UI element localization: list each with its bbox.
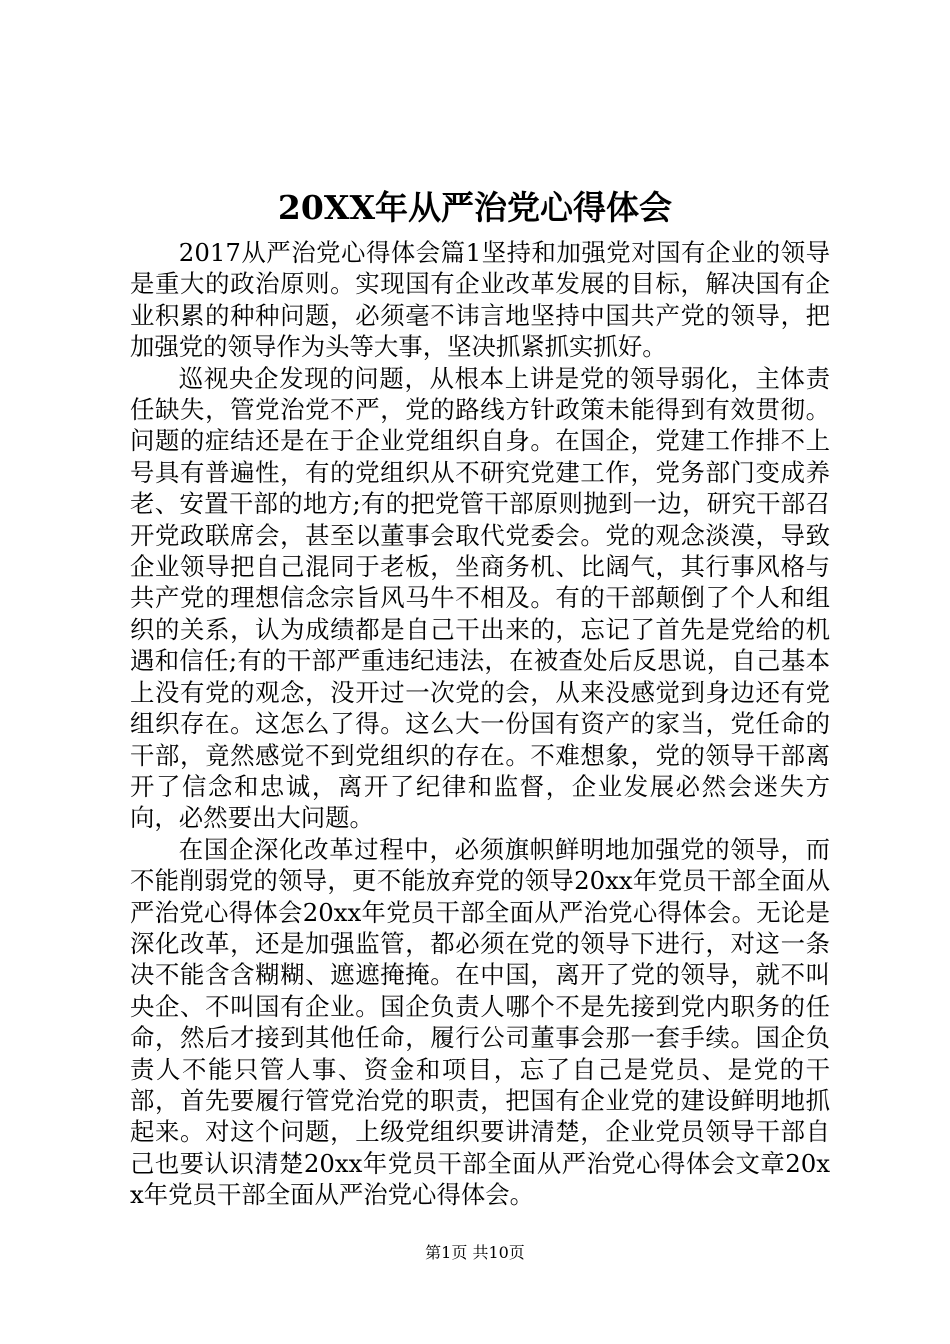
document-title: 20XX年从严治党心得体会 (277, 188, 673, 227)
page-footer: 第1页 共10页 (425, 1243, 525, 1262)
paragraph-3: 在国企深化改革过程中，必须旗帜鲜明地加强党的领导，而不能削弱党的领导，更不能放弃党的领导20xx年党员干部全面从严治党心得体会20xx年党员干部全面从严治党心得体会。无论是深化改革，还是加强监管，都必须在党的领导下进行，对这一条决不能含含糊糊、遮遮掩掩。在中国，离开了党的领导，就不叫央企、不叫国有企业。国企负责人哪个不是先接到党内职务的任命，然后才接到其他任命，履行公司董事会那一套手续。国企负责人不能只管人事、资金和项目，忘了自己是党员、是党的干部，首先要履行管党治党的职责，把国有企业党的建设鲜明地抓起来。对这个问题，上级党组织要讲清楚，企业党员领导干部自己也要认识清楚20xx年党员干部全面从严治党心得体会文章20xx年党员干部全面从严治党心得体会。 (130, 834, 830, 1210)
paragraph-1: 2017从严治党心得体会篇1坚持和加强党对国有企业的领导是重大的政治原则。实现国有企业改革发展的目标，解决国有企业积累的种种问题，必须毫不讳言地坚持中国共产党的领导，把加强党的领导作为头等大事，坚决抓紧抓实抓好。 (130, 238, 830, 362)
document-body (130, 237, 830, 1211)
paragraph-2: 巡视央企发现的问题，从根本上讲是党的领导弱化，主体责任缺失，管党治党不严，党的路线方针政策未能得到有效贯彻。问题的症结还是在于企业党组织自身。在国企，党建工作排不上号具有普遍性，有的党组织从不研究党建工作，党务部门变成养老、安置干部的地方;有的把党管干部原则抛到一边，研究干部召开党政联席会，甚至以董事会取代党委会。党的观念淡漠，导致企业领导把自己混同于老板，坐商务机、比阔气，其行事风格与共产党的理想信念宗旨风马牛不相及。有的干部颠倒了个人和组织的关系，认为成绩都是自己干出来的，忘记了首先是党给的机遇和信任;有的干部严重违纪违法，在被查处后反思说，自己基本上没有党的观念，没开过一次党的会，从来没感觉到身边还有党组织存在。这怎么了得。这么大一份国有资产的家当，党任命的干部，竟然感觉不到党组织的存在。不难想象，党的领导干部离开了信念和忠诚，离开了纪律和监督，企业发展必然会迷失方向，必然要出大问题。 (130, 363, 830, 833)
